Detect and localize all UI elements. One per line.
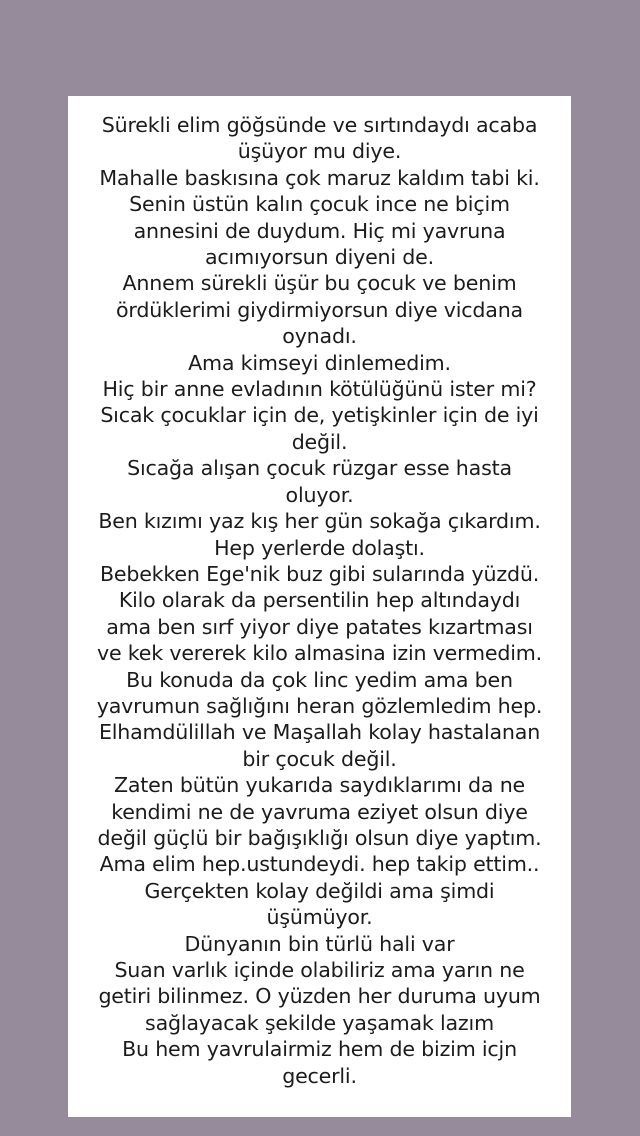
story-line: Sıcak çocuklar için de, yetişkinler için de iyi bbox=[100, 403, 539, 428]
story-line: üşümüyor. bbox=[266, 905, 373, 930]
story-line: Ama elim hep.ustundeydi. hep takip ettim.. bbox=[99, 852, 540, 877]
story-line: değil. bbox=[291, 429, 348, 454]
story-line: getiri bilinmez. O yüzden her duruma uyum bbox=[98, 984, 541, 1009]
story-line: üşüyor mu diye. bbox=[237, 139, 402, 164]
story-line: Senin üstün kalın çocuk ince ne biçim bbox=[129, 192, 510, 217]
story-line: Bu hem yavrulairmiz hem de bizim icjn bbox=[122, 1037, 517, 1062]
story-line: gecerli. bbox=[282, 1063, 357, 1088]
story-line: acımıyorsun diyeni de. bbox=[205, 245, 434, 270]
story-text bbox=[74, 112, 565, 1089]
story-line: ama ben sırf yiyor diye patates kızartması bbox=[106, 614, 533, 639]
story-line: Elhamdülillah ve Maşallah kolay hastalanan bbox=[98, 720, 541, 745]
story-line: sağlayacak şekilde yaşamak lazım bbox=[145, 1010, 494, 1035]
story-line: Hiç bir anne evladının kötülüğünü ister mi? bbox=[102, 377, 537, 402]
story-line: kendimi ne de yavruma eziyet olsun diye bbox=[111, 799, 528, 824]
story-line: Sıcağa alışan çocuk rüzgar esse hasta bbox=[127, 456, 512, 481]
story-line: Suan varlık içinde olabiliriz ama yarın ne bbox=[114, 958, 525, 982]
story-line: Bebekken Ege'nik buz gibi sularında yüzdü. bbox=[99, 561, 540, 586]
story-line: Bu konuda da çok linc yedim ama ben bbox=[126, 667, 513, 692]
story-line: Gerçekten kolay değildi ama şimdi bbox=[144, 878, 495, 903]
story-line: Annem sürekli üşür bu çocuk ve benim bbox=[122, 271, 517, 296]
story-line: Zaten bütün yukarıda saydıklarımı da ne bbox=[113, 773, 526, 798]
story-line: Sürekli elim göğsünde ve sırtındaydı acaba bbox=[101, 113, 538, 137]
story-line: ve kek vererek kilo almasina izin vermedim. bbox=[97, 641, 542, 666]
story-line: Mahalle baskısına çok maruz kaldım tabi ki. bbox=[99, 165, 540, 190]
story-line: annesini de duydum. Hiç mi yavruna bbox=[133, 218, 506, 243]
story-line: Ben kızımı yaz kış her gün sokağa çıkardım. bbox=[98, 509, 541, 534]
story-line: Hep yerlerde dolaştı. bbox=[214, 535, 425, 560]
story-line: yavrumun sağlığını heran gözlemledim hep. bbox=[96, 693, 543, 718]
story-line: oluyor. bbox=[285, 482, 354, 507]
story-line: Ama kimseyi dinlemedim. bbox=[188, 350, 451, 375]
story-line: ördüklerimi giydirmiyorsun diye vicdana bbox=[116, 297, 523, 322]
story-line: Kilo olarak da persentilin hep altındaydı bbox=[118, 588, 521, 613]
story-line: Dünyanın bin türlü hali var bbox=[184, 931, 455, 956]
story-text-card bbox=[68, 96, 571, 1117]
story-line: oynadı. bbox=[282, 324, 357, 349]
story-line: bir çocuk değil. bbox=[242, 746, 397, 771]
story-line: değil güçlü bir bağışıklığı olsun diye yaptım. bbox=[97, 825, 542, 850]
